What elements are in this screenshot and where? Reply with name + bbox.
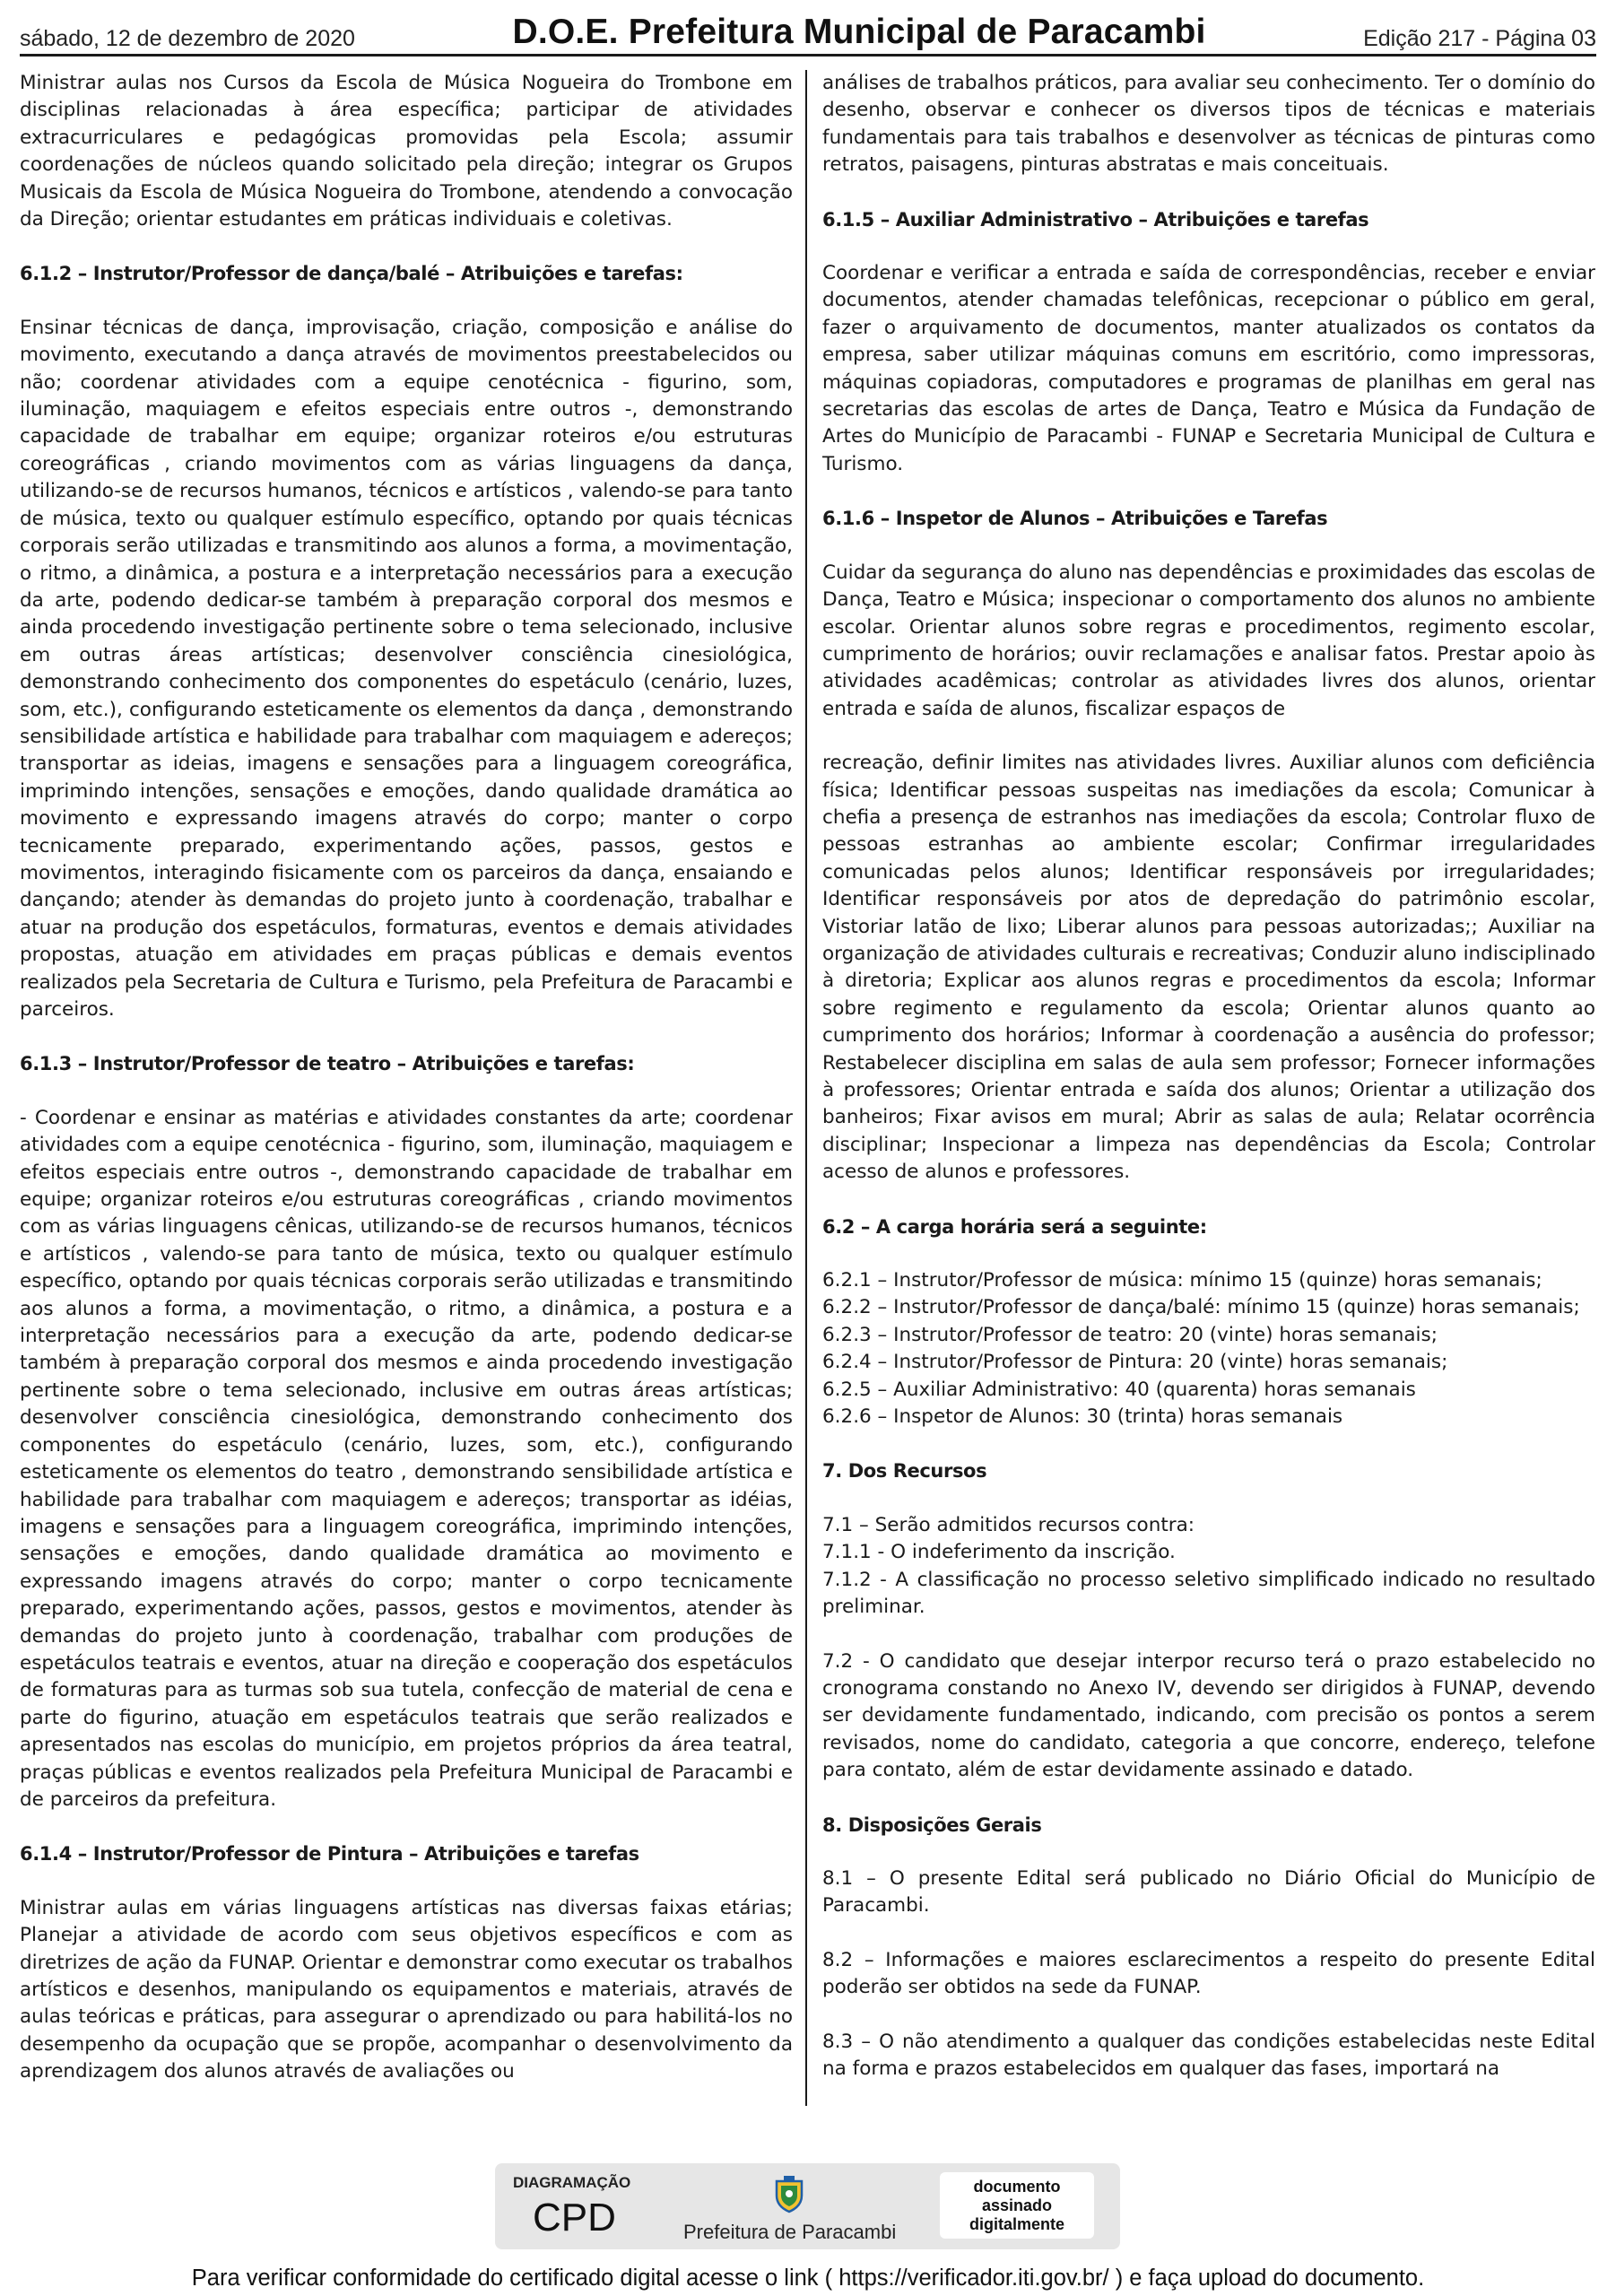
municipal-crest-icon [773, 2176, 805, 2213]
heading-6-1-4: 6.1.4 – Instrutor/Professor de Pintura – Atribuições e tarefas [20, 1843, 639, 1866]
prefeitura-label: Prefeitura de Paracambi [683, 2221, 897, 2243]
paragraph-7-2: 7.2 - O candidato que desejar interpor recurso terá o prazo estabelecido no cronograma constando no Anexo IV, devendo ser dirigidos à FUNAP, devendo ser devidamente fundamentado, indicando, com precisão os pontos a serem revisados, nome do candidato, categoria a que concorre, endereço, telefone para contato, além de estar devidamente assinado e datado. [822, 1649, 1595, 1782]
paragraph-6-1-4: Ministrar aulas em várias linguagens artísticas nas diversas faixas etárias; Planejar a atividade de acordo com seus objetivos específicos e com as diretrizes de ação da FUNAP. Orientar e demonstrar como executar os trabalhos artísticos e desenhos, manipulando os equipamentos e materiais, através de aulas teóricas e práticas, para assegurar o aprendizado ou para habilitá-los no desempenho da ocupação que se propõe, acompanhar o desenvolvimento da aprendizagem dos alunos através de avaliações ou [20, 1896, 793, 2083]
digital-signature-badge [940, 2172, 1094, 2239]
recurso-item-7-1-1: 7.1.1 - O indeferimento da inscrição. [822, 1541, 1176, 1564]
gazette-title: D.O.E. Prefeitura Municipal de Paracambi [512, 13, 1206, 51]
heading-6-1-5: 6.1.5 – Auxiliar Administrativo – Atribuições e tarefas [822, 208, 1369, 230]
paragraph-6-1-2: Ensinar técnicas de dança, improvisação, criação, composição e análise do movimento, executando a dança através de movimentos preestabelecidos ou não; coordenar atividades com a equipe cenotécnica - figurino, som, iluminação, maquiagem e efeitos especiais entre outros -, demonstrando capacidade de trabalhar em equipe; organizar roteiros e/ou estruturas coreográficas , criando movimentos com as várias linguagens da dança, utilizando-se de recursos humanos, técnicos e artísticos , valendo-se para tanto de música, texto ou qualquer estímulo específico, optando por quais técnicas corporais serão utilizadas e transmitindo aos alunos a forma, a movimentação, o ritmo, a dinâmica, a postura e a interpretação necessários para a execução da arte, podendo dedicar-se também à preparação corporal dos mesmos e ainda procedendo investigação pertinente sobre o tema selecionado, inclusive em outras áreas artísticas; desenvolver consciência cinesiológica, demonstrando conhecimento dos componentes do espetáculo (cenário, luzes, som, etc.), configurando esteticamente os elementos da dança , demonstrando sensibilidade artística e habilidade para trabalhar com maquiagem e adereços; transportar as ideias, imagens e sensações para a linguagem coreográfica, imprimindo intenções, sensações e emoções, dando qualidade dramática ao movimento e expressando imagens através do corpo; manter o corpo tecnicamente preparado, experimentando ações, passos, gestos e movimentos, interagindo fisicamente com os parceiros da dança, ensaiando e dançando; atender às demandas do projeto junto à coordenação, trabalhar e atuar na produção dos espetáculos, formaturas, eventos e demais atividades propostas, atuação em atividades em praças públicas e demais eventos realizados pela Secretaria de Cultura e Turismo, pela Prefeitura de Paracambi e parceiros. [20, 316, 793, 1021]
heading-7: 7. Dos Recursos [822, 1460, 987, 1483]
publication-date: sábado, 12 de dezembro de 2020 [20, 26, 355, 51]
paragraph-8-3: 8.3 – O não atendimento a qualquer das condições estabelecidas neste Edital na forma e prazos estabelecidos em qualquer das fases, importará na [822, 2030, 1595, 2080]
paragraph-6-1-6-b: recreação, definir limites nas atividades livres. Auxiliar alunos com deficiência física; Identificar pessoas suspeitas nas imediações da escola; Comunicar à chefia a presença de estranhos nas imediações da escola; Controlar fluxo de pessoas estranhas ao ambiente escolar; Confirmar irregularidades comunicadas pelos alunos; Identificar responsáveis por irregularidades; Identificar responsáveis por atos de depredação do patrimônio escolar, Vistoriar latão de lixo; Liberar alunos para pessoas autorizadas;; Auxiliar na organização de atividades culturais e recreativas; Conduzir aluno indisciplinado à diretoria; Explicar aos alunos regras e procedimentos da escola; Informar sobre regimento e regulamento da escola; Orientar alunos quanto ao cumprimento dos horários; Informar à coordenação a ausência do professor; Restabelecer disciplina em salas de aula sem professor; Fornecer informações à professores; Orientar entrada e saída dos alunos; Orientar a utilização dos banheiros; Fixar avisos em mural; Abrir as salas de aula; Relatar ocorrência disciplinar; Inspecionar a limpeza nas dependências da Escola; Controlar acesso de alunos e professores. [822, 752, 1595, 1184]
footer-credits-box [495, 2163, 1120, 2249]
diagramacao-label: DIAGRAMAÇÃO [513, 2174, 631, 2191]
paragraph-8-2: 8.2 – Informações e maiores esclarecimentos a respeito do presente Edital poderão ser obtidos na sede da FUNAP. [822, 1948, 1595, 1999]
header-rule [20, 54, 1596, 57]
recurso-item-7-1-2: 7.1.2 - A classificação no processo seletivo simplificado indicado no resultado preliminar. [822, 1568, 1595, 1619]
paragraph-6-1-5: Coordenar e verificar a entrada e saída de correspondências, receber e enviar documentos, atender chamadas telefônicas, recepcionar o público em geral, fazer o arquivamento de documentos, manter atualizados os contatos da empresa, saber utilizar máquinas comuns em escritório, como impressoras, máquinas copiadoras, computadores e programas de planilhas em geral nas secretarias das escolas de artes de Dança, Teatro e Música da Fundação de Artes do Município de Paracambi - FUNAP e Secretaria Municipal de Cultura e Turismo. [822, 262, 1595, 475]
right-column [822, 70, 1595, 2097]
carga-item-6-2-3: 6.2.3 – Instrutor/Professor de teatro: 20 (vinte) horas semanais; [822, 1323, 1438, 1346]
heading-6-1-6: 6.1.6 – Inspetor de Alunos – Atribuições e Tarefas [822, 508, 1328, 530]
heading-6-1-2: 6.1.2 – Instrutor/Professor de dança/balé – Atribuições e tarefas: [20, 263, 683, 285]
recurso-item-7-1: 7.1 – Serão admitidos recursos contra: [822, 1513, 1195, 1536]
page-header [20, 13, 1596, 52]
badge-line-documento: documento [973, 2177, 1061, 2196]
paragraph-8-1: 8.1 – O presente Edital será publicado no Diário Oficial do Município de Paracambi. [822, 1866, 1595, 1918]
edition-page: Edição 217 - Página 03 [1363, 26, 1596, 51]
carga-item-6-2-6: 6.2.6 – Inspetor de Alunos: 30 (trinta) horas semanais [822, 1405, 1343, 1429]
badge-line-assinado: assinado [981, 2196, 1053, 2214]
paragraph-6-1-6-a: Cuidar da segurança do aluno nas dependências e proximidades das escolas de Dança, Teatro e Música; inspecionar o comportamento dos alunos no ambiente escolar. Orientar alunos sobre regras e procedimentos, regimento escolar, cumprimento de horários; ouvir reclamações e analisar fatos. Prestar apoio às atividades acadêmicas; controlar as atividades livres dos alunos, orientar entrada e saída de alunos, fiscalizar espaços de [822, 561, 1595, 720]
heading-8: 8. Disposições Gerais [822, 1813, 1042, 1836]
carga-item-6-2-5: 6.2.5 – Auxiliar Administrativo: 40 (quarenta) horas semanais [822, 1378, 1416, 1401]
verification-notice: Para verificar conformidade do certificado digital acesse o link ( https://verificador.iti.gov.br/ ) e faça upload do documento. [191, 2266, 1425, 2291]
carga-item-6-2-1: 6.2.1 – Instrutor/Professor de música: mínimo 15 (quinze) horas semanais; [822, 1269, 1542, 1292]
left-column [20, 70, 793, 2097]
heading-6-1-3: 6.1.3 – Instrutor/Professor de teatro – Atribuições e tarefas: [20, 1053, 635, 1075]
carga-item-6-2-4: 6.2.4 – Instrutor/Professor de Pintura: 20 (vinte) horas semanais; [822, 1351, 1448, 1374]
heading-6-2: 6.2 – A carga horária será a seguinte: [822, 1215, 1207, 1238]
paragraph-6-1-4-continued: análises de trabalhos práticos, para avaliar seu conhecimento. Ter o domínio do desenho, observar e conhecer os diversos tipos de técnicas e materiais fundamentais para tais trabalhos e desenvolver as técnicas de pinturas como retratos, paisagens, pinturas abstratas e mais conceituais. [822, 72, 1595, 177]
cpd-label: CPD [533, 2196, 616, 2239]
badge-line-digitalmente: digitalmente [969, 2214, 1064, 2233]
carga-item-6-2-2: 6.2.2 – Instrutor/Professor de dança/balé: mínimo 15 (quinze) horas semanais; [822, 1296, 1580, 1319]
paragraph-6-1-1-continued: Ministrar aulas nos Cursos da Escola de Música Nogueira do Trombone em disciplinas relacionadas à área específica; participar de atividades extracurriculares e pedagógicas promovidas pela Escola; assumir coordenações de núcleos quando solicitado pela direção; integrar os Grupos Musicais da Escola de Música Nogueira do Trombone, atendendo a convocação da Direção; orientar estudantes em práticas individuais e coletivas. [20, 72, 793, 231]
column-divider [805, 70, 807, 2106]
paragraph-6-1-3: - Coordenar e ensinar as matérias e atividades constantes da arte; coordenar atividades com a equipe cenotécnica - figurino, som, iluminação, maquiagem e efeitos especiais entre outros -, demonstrando capacidade de trabalhar em equipe; organizar roteiros e/ou estruturas coreográficas , criando movimentos com as várias linguagens cênicas, utilizando-se de recursos humanos, técnicos e artísticos , valendo-se para tanto de música, texto ou qualquer estímulo específico, optando por quais técnicas corporais serão utilizadas e transmitindo aos alunos a forma, a movimentação, o ritmo, a dinâmica, a postura e a interpretação necessários para a execução da arte, podendo dedicar-se também à preparação corporal dos mesmos e ainda procedendo investigação pertinente sobre o tema selecionado, inclusive em outras áreas artísticas; desenvolver consciência cinesiológica, demonstrando conhecimento dos componentes do espetáculo (cenário, luzes, som, etc.), configurando esteticamente os elementos do teatro , demonstrando sensibilidade artística e habilidade para trabalhar com maquiagem e adereços; transportar as idéias, imagens e sensações para a linguagem coreográfica, imprimindo intenções, sensações e emoções, dando qualidade dramática ao movimento e expressando imagens através do corpo; manter o corpo tecnicamente preparado, experimentando ações, passos, gestos e movimentos, atender às demandas do projeto junto à coordenação, trabalhar com produções de espetáculos teatrais e eventos, atuar na direção e cooperação dos espetáculos de formaturas para as turmas sob sua tutela, confecção de material de cena e parte do figurino, atuação em espetáculos teatrais que serão realizados e apresentados nas escolas do município, em projetos próprios da área teatral, praças públicas e eventos realizados pela Prefeitura Municipal de Paracambi e de parceiros da prefeitura. [20, 1106, 793, 1811]
